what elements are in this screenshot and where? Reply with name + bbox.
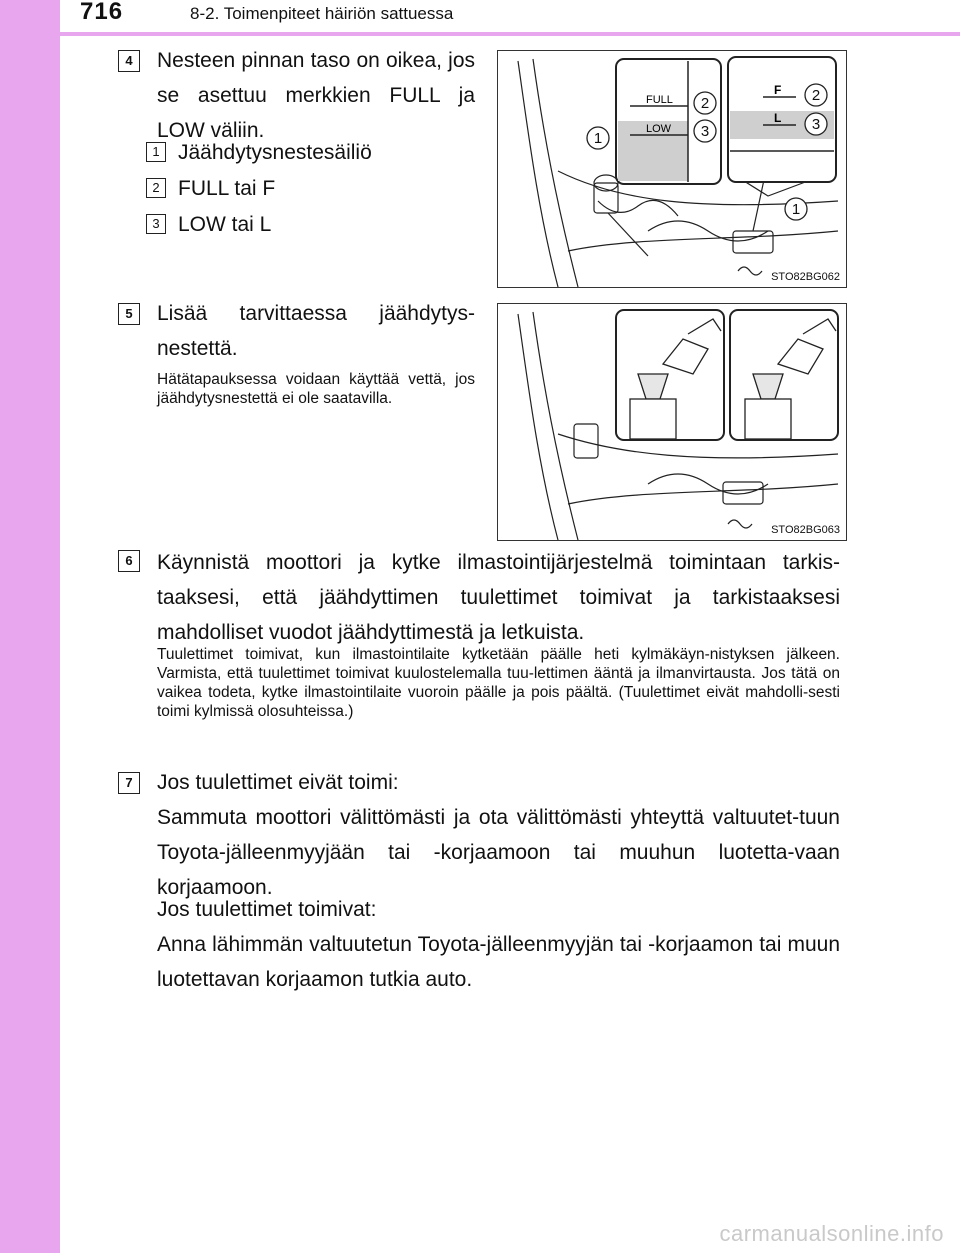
step4-text: Nesteen pinnan taso on oikea, jos se asettuu merkkien FULL ja LOW väliin. — [157, 49, 475, 142]
step7-action-2: Anna lähimmän valtuutetun Toyota-jälleenmyyjän tai -korjaamon tai muun luotettavan korjaamon tutkia auto. — [157, 933, 840, 991]
step-badge-5: 5 — [118, 303, 140, 325]
header-rule — [60, 32, 960, 36]
step5-text: Lisää tarvittaessa jäähdytys-nestettä. — [157, 302, 475, 360]
low-mark: LOW — [646, 123, 672, 135]
step7-action-1: Sammuta moottori välittömästi ja ota välittömästi yhteyttä valtuutet-tuun Toyota-jälleenmyyjään tai -korjaamoon tai muuhun luotetta-vaan korjaamoon. — [157, 806, 840, 899]
legend-label-3: LOW tai L — [178, 213, 272, 236]
step7-condition-2: Jos tuulettimet toimivat: — [157, 898, 377, 921]
legend-item-2 — [146, 177, 275, 201]
legend-num-1: 1 — [146, 142, 166, 162]
page-sidebar-tab — [0, 0, 60, 1253]
step-badge-7: 7 — [118, 772, 140, 794]
step-badge-6: 6 — [118, 550, 140, 572]
step-badge-4: 4 — [118, 50, 140, 72]
figure-code-2: STO82BG063 — [771, 524, 840, 536]
coolant-level-illustration — [498, 51, 846, 287]
coolant-refill-illustration — [498, 304, 846, 540]
legend-item-3 — [146, 213, 271, 237]
step5-note: Hätätapauksessa voidaan käyttää vettä, jos jäähdytysnestettä ei ole saatavilla. — [157, 371, 475, 407]
callout-2: 2 — [700, 95, 710, 112]
legend-num-3: 3 — [146, 214, 166, 234]
legend-label-2: FULL tai F — [178, 177, 276, 200]
section-title: 8-2. Toimenpiteet häiriön sattuessa — [190, 4, 454, 23]
figure-coolant-level — [497, 50, 847, 288]
callout-1-right: 1 — [791, 201, 801, 218]
callout-2-right: 2 — [811, 87, 821, 104]
legend-num-2: 2 — [146, 178, 166, 198]
full-mark: FULL — [646, 94, 673, 106]
legend-label-1: Jäähdytysnestesäiliö — [178, 141, 372, 164]
legend-item-1 — [146, 141, 372, 165]
step7-condition-1: Jos tuulettimet eivät toimi: — [157, 771, 399, 794]
l-mark: L — [774, 111, 782, 125]
callout-1: 1 — [593, 130, 603, 147]
watermark: carmanualsonline.info — [719, 1221, 944, 1246]
f-mark: F — [774, 83, 782, 97]
figure-coolant-refill — [497, 303, 847, 541]
step6-text: Käynnistä moottori ja kytke ilmastointijärjestelmä toimintaan tarkis-taaksesi, että jäähdyttimen tuulettimet toimivat ja tarkistaaksesi mahdolliset vuodot jäähdyttimestä ja letkuista. — [157, 551, 840, 644]
callout-3-right: 3 — [811, 116, 821, 133]
step6-note: Tuulettimet toimivat, kun ilmastointilaite kytketään päälle heti kylmäkäyn-nistyksen jälkeen. Varmista, että tuulettimet toimivat kuulostelemalla tuu-lettimen ääntä ja ilmanvirtausta. Jos tätä on vaikea todeta, kytke ilmastointilaite vuoroin päälle ja pois päältä. (Tuulettimet eivät mahdolli-sesti toimi kylmissä olosuhteissa.) — [157, 646, 840, 720]
callout-3: 3 — [700, 123, 710, 140]
figure-code-1: STO82BG062 — [771, 271, 840, 283]
page-number: 716 — [80, 0, 124, 25]
